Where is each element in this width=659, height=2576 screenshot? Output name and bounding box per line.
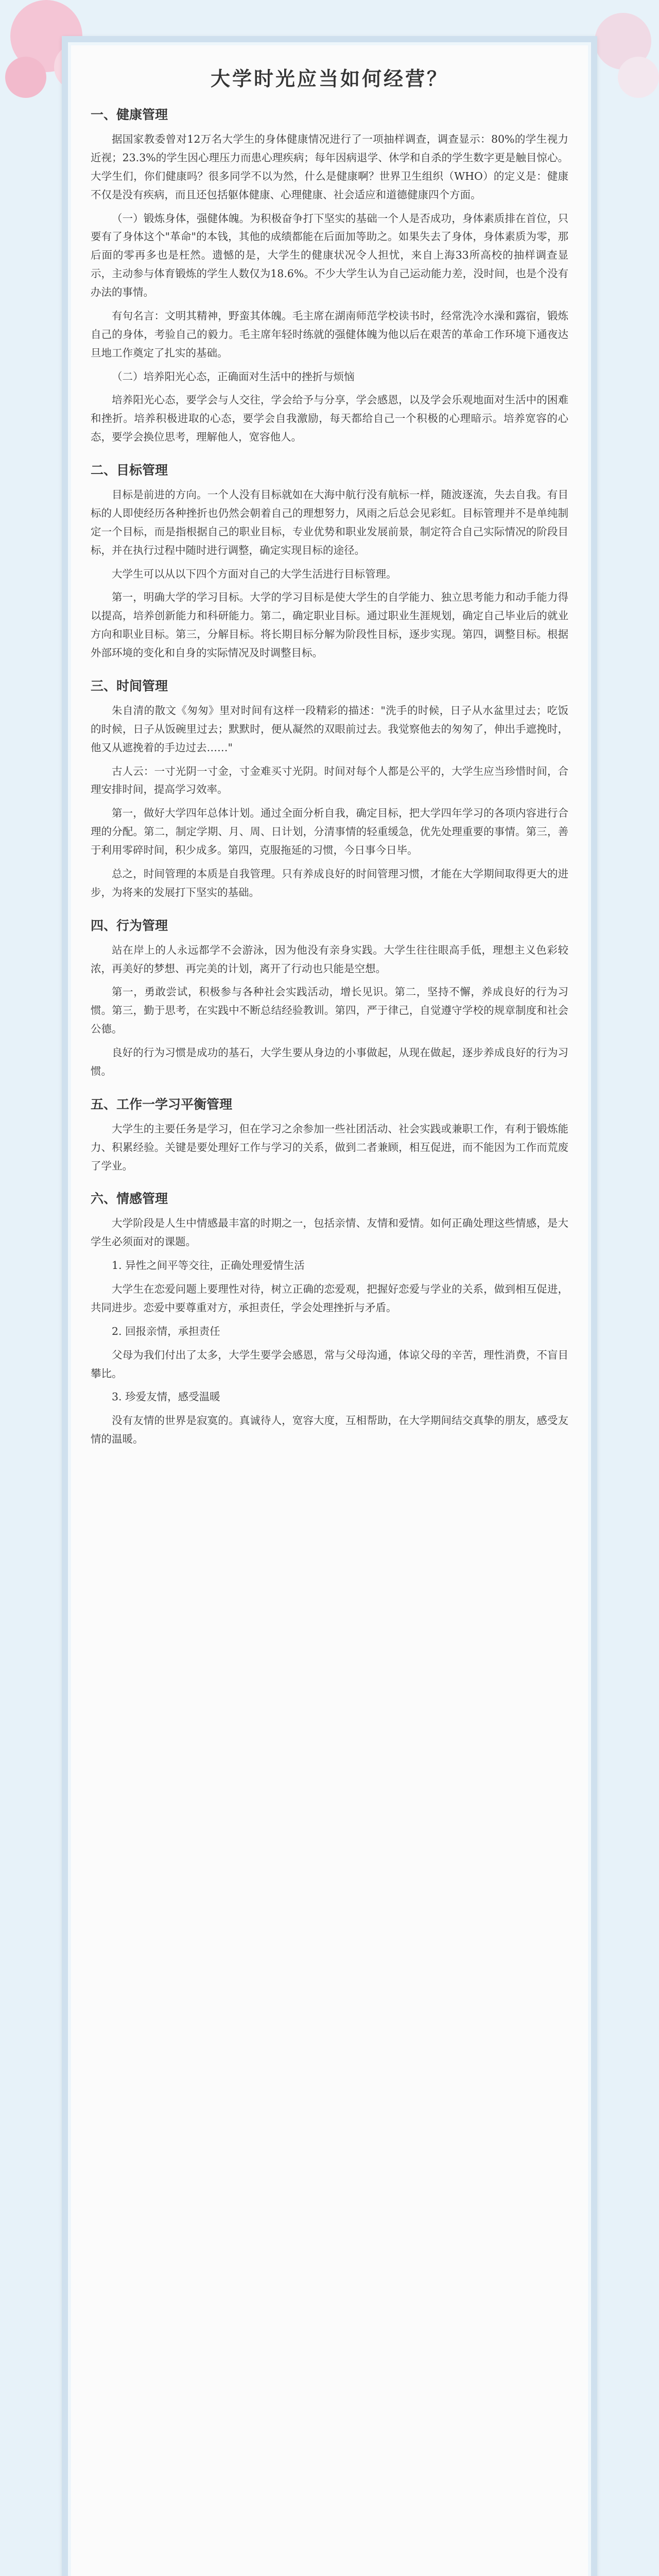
page-title: 大学时光应当如何经营？ — [210, 67, 448, 90]
section-heading: 三、时间管理 — [91, 678, 168, 693]
content-body — [91, 105, 568, 1449]
section-heading: 二、目标管理 — [91, 463, 168, 478]
paragraph: 古人云：一寸光阴一寸金，寸金难买寸光阴。时间对每个人都是公平的，大学生应当珍惜时间，合理安排时间，提高学习效率。 — [91, 765, 568, 796]
section-heading: 六、情感管理 — [91, 1191, 168, 1207]
paragraph: 大学生的主要任务是学习，但在学习之余参加一些社团活动、社会实践或兼职工作，有利于锻炼能力、积累经验。关键是要处理好工作与学习的关系，做到二者兼顾，相互促进，而不能因为工作而荒废了学业。 — [91, 1122, 568, 1172]
paragraph: 大学生在恋爱问题上要理性对待，树立正确的恋爱观，把握好恋爱与学业的关系，做到相互促进，共同进步。恋爱中要尊重对方，承担责任，学会处理挫折与矛盾。 — [91, 1283, 568, 1314]
section-heading: 一、健康管理 — [91, 107, 168, 122]
paragraph: 朱自清的散文《匆匆》里对时间有这样一段精彩的描述："洗手的时候，日子从水盆里过去；吃饭的时候，日子从饭碗里过去；默默时，便从凝然的双眼前过去。我觉察他去的匆匆了，伸出手遮挽时，他又从遮挽着的手边过去……" — [91, 704, 568, 754]
paragraph: （二）培养阳光心态，正确面对生活中的挫折与烦恼 — [112, 370, 355, 383]
paragraph: 总之，时间管理的本质是自我管理。只有养成良好的时间管理习惯，才能在大学期间取得更大的进步，为将来的发展打下坚实的基础。 — [91, 867, 568, 899]
paragraph: 3. 珍爱友情，感受温暖 — [112, 1391, 220, 1403]
paragraph: 第一，明确大学的学习目标。大学的学习目标是使大学生的自学能力、独立思考能力和动手能力得以提高，培养创新能力和科研能力。第二，确定职业目标。通过职业生涯规划，确定自己毕业后的就业方向和职业目标。第三，分解目标。将长期目标分解为阶段性目标，逐步实现。第四，调整目标。根据外部环境的变化和自身的实际情况及时调整目标。 — [91, 591, 568, 659]
document-page — [62, 36, 597, 2576]
paragraph: 站在岸上的人永远都学不会游泳，因为他没有亲身实践。大学生往往眼高手低，理想主义色彩较浓，再美好的梦想、再完美的计划，离开了行动也只能是空想。 — [91, 943, 568, 975]
flower-top-right-icon — [595, 13, 659, 98]
paragraph: 第一，做好大学四年总体计划。通过全面分析自我，确定目标，把大学四年学习的各项内容进行合理的分配。第二，制定学期、月、周、日计划，分清事情的轻重缓急，优先处理重要的事情。第三，善于利用零碎时间，积少成多。第四，克服拖延的习惯，今日事今日毕。 — [91, 807, 568, 856]
paragraph: 有句名言：文明其精神，野蛮其体魄。毛主席在湖南师范学校读书时，经常洗冷水澡和露宿，锻炼自己的身体，考验自己的毅力。毛主席年轻时练就的强健体魄为他以后在艰苦的革命工作环境下通夜达旦地工作奠定了扎实的基础。 — [91, 309, 568, 359]
paragraph: 培养阳光心态，要学会与人交往，学会给予与分享，学会感恩，以及学会乐观地面对生活中的困难和挫折。培养积极进取的心态，要学会自我激励，每天都给自己一个积极的心理暗示。培养宽容的心态，要学会换位思考，理解他人，宽容他人。 — [91, 394, 568, 444]
paragraph: 大学阶段是人生中情感最丰富的时期之一，包括亲情、友情和爱情。如何正确处理这些情感，是大学生必须面对的课题。 — [91, 1217, 568, 1248]
paragraph: 良好的行为习惯是成功的基石，大学生要从身边的小事做起，从现在做起，逐步养成良好的行为习惯。 — [91, 1046, 568, 1077]
section-heading: 四、行为管理 — [91, 918, 168, 933]
paragraph: 据国家教委曾对12万名大学生的身体健康情况进行了一项抽样调查，调查显示：80%的学生视力近视；23.3%的学生因心理压力而患心理疾病；每年因病退学、休学和自杀的学生数字更是触目惊心。大学生们，你们健康吗？很多同学不以为然，什么是健康啊？世界卫生组织（WHO）的定义是：健康不仅是没有疾病，而且还包括躯体健康、心理健康、社会适应和道德健康四个方面。 — [91, 133, 568, 201]
paragraph: 父母为我们付出了太多，大学生要学会感恩，常与父母沟通，体谅父母的辛苦，理性消费，不盲目攀比。 — [91, 1348, 568, 1380]
paragraph: 目标是前进的方向。一个人没有目标就如在大海中航行没有航标一样，随波逐流，失去自我。有目标的人即使经历各种挫折也仍然会朝着自己的理想努力，风雨之后总会见彩虹。目标管理并不是单纯制定一个目标，而是指根据自己的职业目标，专业优势和职业发展前景，制定符合自己实际情况的阶段目标，并在执行过程中随时进行调整，确定实现目标的途径。 — [91, 488, 568, 556]
paragraph: （一）锻炼身体，强健体魄。为积极奋争打下坚实的基础一个人是否成功，身体素质排在首位，只要有了身体这个"革命"的本钱，其他的成绩都能在后面加等助之。如果失去了身体，身体素质为零，那后面的零再多也是枉然。遗憾的是，大学生的健康状况令人担忧，来自上海33所高校的抽样调查显示，主动参与体育锻炼的学生人数仅为18.6%。不少大学生认为自己运动能力差，没时间，也是个没有办法的事情。 — [91, 212, 568, 298]
section-heading: 五、工作一学习平衡管理 — [91, 1096, 233, 1112]
paragraph: 大学生可以从以下四个方面对自己的大学生活进行目标管理。 — [112, 567, 397, 580]
paragraph: 2. 回报亲情，承担责任 — [112, 1325, 220, 1337]
paragraph: 没有友情的世界是寂寞的。真诚待人，宽容大度，互相帮助，在大学期间结交真挚的朋友，感受友情的温暖。 — [91, 1414, 568, 1446]
paragraph: 1. 异性之间平等交往，正确处理爱情生活 — [112, 1259, 305, 1272]
paragraph: 第一，勇敢尝试，积极参与各种社会实践活动，增长见识。第二，坚持不懈，养成良好的行为习惯。第三，勤于思考，在实践中不断总结经验教训。第四，严于律己，自觉遵守学校的规章制度和社会公德。 — [91, 986, 568, 1036]
